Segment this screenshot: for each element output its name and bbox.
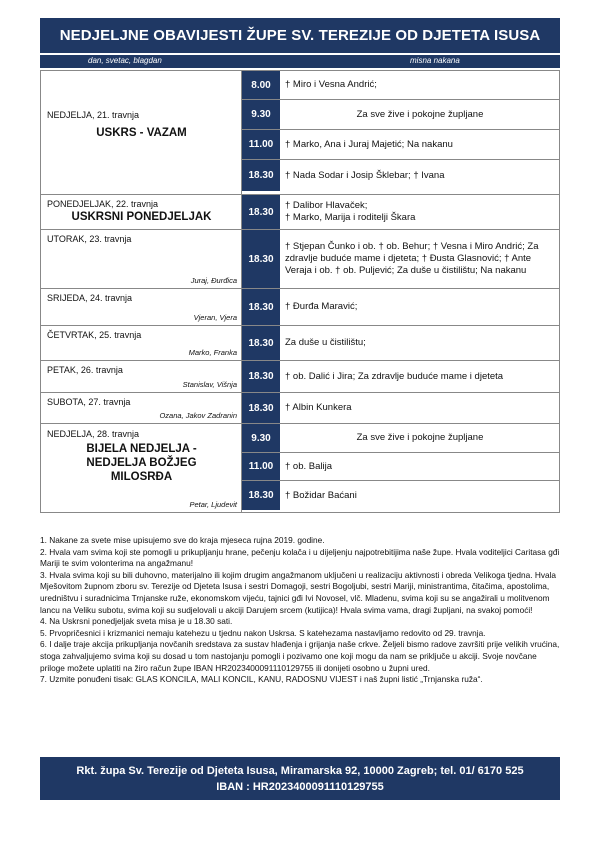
- mass-list: [242, 326, 559, 360]
- column-header-intention: misna nakana: [410, 56, 460, 65]
- mass-list: [242, 195, 559, 229]
- mass-list: [242, 424, 559, 512]
- mass-time: 9.30: [242, 100, 280, 129]
- mass-time: 11.00: [242, 130, 280, 159]
- saint-names: Stanislav, Višnja: [182, 380, 237, 389]
- announcement-item: 6. I dalje traje akcija prikupljanja novčanih sredstava za sustav hlađenja i grijanja naše crkve. Željeli bismo radove završiti prije velikih vrućina, stoga zahvaljujemo svima koji su dosad u tom nastojanju pomogli i pozivamo one koji mogu da nam se priključe u akciji. Svoje novčane priloge možete uplatiti na žiro račun župe IBAN HR2023400091110129755 ili donijeti osobno u župni ured.: [40, 639, 560, 673]
- mass-row: [242, 452, 559, 480]
- announcement-item: 1. Nakane za svete mise upisujemo sve do kraja mjeseca rujna 2019. godine.: [40, 535, 325, 545]
- mass-row: [242, 159, 559, 191]
- mass-intention: Za duše u čistilištu;: [285, 337, 366, 348]
- day-cell: [41, 195, 242, 229]
- day-cell: [41, 230, 242, 288]
- day-name: PONEDJELJAK, 22. travnja: [47, 199, 159, 209]
- mass-intention: Za sve žive i pokojne župljane: [356, 108, 484, 120]
- mass-row: [242, 99, 559, 129]
- mass-row: [242, 361, 559, 392]
- mass-list: [242, 230, 559, 288]
- mass-list: [242, 289, 559, 325]
- day-block: [41, 288, 559, 325]
- mass-row: [242, 289, 559, 325]
- mass-time: 11.00: [242, 453, 280, 480]
- mass-intention: † ob. Balija: [285, 460, 333, 472]
- mass-time: 18.30: [242, 326, 280, 360]
- announcement-item: 7. Uzmite ponuđeni tisak: GLAS KONCILA, MALI KONCIL, KANU, RADOSNU VIJEST i naš župni listić „Trnjanska ruža“.: [40, 674, 483, 685]
- day-cell: [41, 326, 242, 360]
- mass-row: [242, 326, 559, 360]
- mass-intention: Za sve žive i pokojne župljane: [356, 432, 484, 443]
- mass-time: 18.30: [242, 481, 280, 510]
- day-name: SRIJEDA, 24. travnja: [47, 293, 133, 303]
- mass-intention: † Đurđa Maravić;: [285, 301, 358, 312]
- mass-row: [242, 195, 559, 229]
- feast-name: USKRS - VAZAM: [96, 127, 187, 139]
- mass-intention: † Nada Sodar i Josip Šklebar; † Ivana: [285, 169, 445, 181]
- mass-intention: † Stjepan Čunko i ob. † ob. Behur; † Vesna i Miro Andrić; Za zdravlje buduće mame i djeteta; † Đusta Glasnović; † Ante Veraja i ob. † ob. Puljević; Za duše u čistilištu; Na nakanu: [285, 241, 539, 276]
- day-cell: [41, 71, 242, 194]
- parish-address: Rkt. župa Sv. Terezije od Djeteta Isusa, Miramarska 92, 10000 Zagreb; tel. 01/ 6170 525: [76, 764, 524, 777]
- announcement-item: 2. Hvala vam svima koji ste pomogli u prikupljanju hrane, pečenju kolača i u dijeljenju najpotrebitijima naše župe. Hvala voditeljici Caritasa gđi Mariji te svim volonterima na angažmanu!: [40, 546, 560, 569]
- mass-list: [242, 361, 559, 392]
- mass-list: [242, 71, 559, 194]
- announcement-item: 3. Hvala svima koji su bili duhovno, materijalno ili kojim drugim angažmanom uključeni u realizaciju aktivnosti i obreda Velikoga tjedna. Hvala Mješovitom župnom zboru sv. Terezije od Djeteta Isusa i sestri Domagoji, sestri Bogoljubi, sestri Mariji, ministrantima, čitačima, apostolima, uredništvu i suradnicima Trnjanske ruže, ekonomskom vijeću, tajnici gđi Ivi Novosel, vlč. Mladenu, svima koji su se angažirali u molitvenom lancu na Veliku subotu, svima koji su sudjelovali u akciji Darujem srcem (kutijica)! Hvala svima vama, dragi župljani, na svakoj pomoći!: [40, 569, 557, 615]
- mass-row: [242, 393, 559, 423]
- day-name: PETAK, 26. travnja: [47, 365, 123, 375]
- mass-intention: † ob. Dalić i Jira; Za zdravlje buduće mame i djeteta: [285, 370, 504, 382]
- announcement-item: 5. Prvopričesnici i krizmanici nemaju katehezu u tjednu nakon Uskrsa. S katehezama nastavljamo redovito od 29. travnja.: [40, 627, 486, 638]
- mass-time: 18.30: [242, 289, 280, 325]
- feast-name: USKRSNI PONEDJELJAK: [71, 211, 212, 223]
- mass-time: 18.30: [242, 230, 280, 288]
- bulletin-title: NEDJELJNE OBAVIJESTI ŽUPE SV. TEREZIJE OD DJETETA ISUSA: [40, 18, 560, 53]
- mass-time: 9.30: [242, 424, 280, 452]
- day-name: UTORAK, 23. travnja: [47, 234, 132, 244]
- day-name: ČETVRTAK, 25. travnja: [47, 330, 142, 340]
- mass-schedule-table: [40, 70, 560, 513]
- feast-name: BIJELA NEDJELJA - NEDJELJA BOŽJEG MILOSRĐA: [86, 443, 197, 483]
- saint-names: Marko, Franka: [188, 348, 237, 357]
- saint-names: Juraj, Đurđica: [190, 276, 237, 285]
- mass-row: [242, 129, 559, 159]
- mass-intention: † Marko, Ana i Juraj Majetić; Na nakanu: [285, 138, 453, 150]
- mass-time: 8.00: [242, 71, 280, 99]
- mass-row: [242, 480, 559, 510]
- mass-time: 18.30: [242, 195, 280, 229]
- day-block: [41, 392, 559, 423]
- day-block: [41, 194, 559, 229]
- mass-intention: † Božidar Baćani: [285, 489, 357, 501]
- day-block: [41, 423, 559, 512]
- mass-list: [242, 393, 559, 423]
- announcement-item: 4. Na Uskrsni ponedjeljak sveta misa je u 18.30 sati.: [40, 616, 233, 627]
- day-name: NEDJELJA, 21. travnja: [47, 110, 140, 120]
- column-header-day: dan, svetac, blagdan: [88, 56, 162, 65]
- day-cell: [41, 393, 242, 423]
- mass-time: 18.30: [242, 393, 280, 423]
- mass-row: [242, 230, 559, 288]
- mass-time: 18.30: [242, 160, 280, 191]
- saint-names: Petar, Ljudevit: [189, 500, 237, 509]
- day-name: SUBOTA, 27. travnja: [47, 397, 131, 407]
- day-name: NEDJELJA, 28. travnja: [47, 429, 140, 439]
- day-cell: [41, 289, 242, 325]
- day-cell: [41, 361, 242, 392]
- mass-intention: † Miro i Vesna Andrić;: [285, 79, 377, 90]
- mass-row: [242, 424, 559, 452]
- mass-row: [242, 71, 559, 99]
- mass-intention: † Dalibor Hlavaček; † Marko, Marija i roditelji Škara: [285, 200, 416, 223]
- mass-time: 18.30: [242, 361, 280, 392]
- day-block: [41, 229, 559, 288]
- day-cell: [41, 424, 242, 512]
- day-block: [41, 325, 559, 360]
- day-block: [41, 360, 559, 392]
- parish-iban: IBAN : HR2023400091110129755: [216, 780, 384, 793]
- mass-intention: † Albin Kunkera: [285, 402, 352, 413]
- saint-names: Ozana, Jakov Zadranin: [159, 411, 237, 420]
- parish-footer: [40, 757, 560, 800]
- day-block: [41, 70, 559, 194]
- announcements: [40, 535, 560, 686]
- saint-names: Vjeran, Vjera: [193, 313, 237, 322]
- table-column-header: [40, 55, 560, 68]
